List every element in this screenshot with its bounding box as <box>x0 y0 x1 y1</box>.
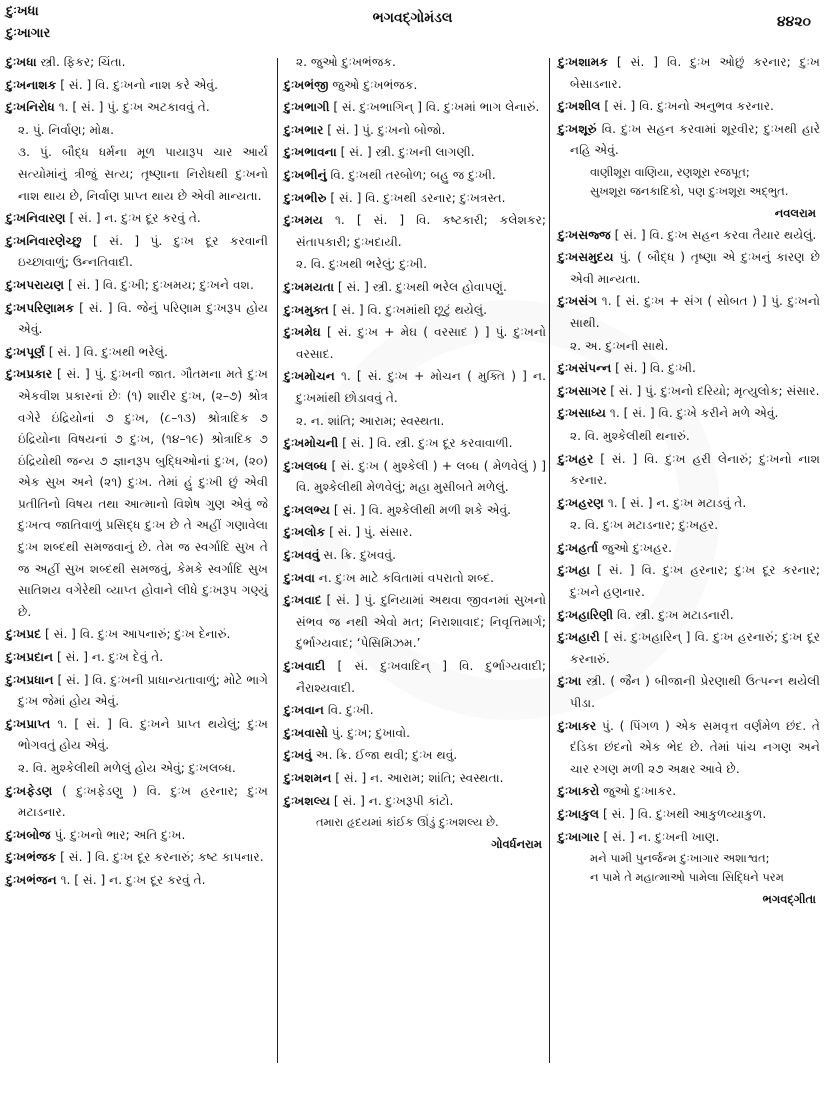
definition: જુઓ દુઃખાકર. <box>603 784 677 799</box>
page-number: ૪૪૨૦ <box>776 14 811 30</box>
headword: દુઃખવા <box>284 570 315 585</box>
quotation <box>558 163 820 201</box>
definition: વિ. દુઃખથી તરબોળ; બહુ જ દુઃખી. <box>330 167 496 182</box>
definition: જુઓ દુઃખભંજક. <box>332 77 418 92</box>
definition: [ સં. ] પું. દુઃખનો બોજો. <box>327 122 446 137</box>
definition: [ સં. ] પું. દુઃખનો દરિયો; મૃત્યુલોક; સંસાર. <box>610 383 820 398</box>
quote-author: ગોવર્ધનરામ <box>491 837 542 852</box>
headword: દુઃખલબ્ધ <box>284 458 328 473</box>
sub-sense: ૨. અ. દુઃખની સાથે. <box>570 338 669 353</box>
headword: દુઃખભીનું <box>284 167 327 182</box>
dictionary-entry <box>558 449 820 492</box>
quote-line: મને પામી પુનર્જન્મ દુઃખાગાર અશાશ્વત; <box>590 851 770 866</box>
definition: ૧. [ સં. દુઃખ + મોચન ( મુક્તિ ) ] ન. દુઃખમાંથી છોડાવવું તે. <box>296 369 546 405</box>
headword: દુઃખાકરો <box>558 784 600 799</box>
guide-word-first: દુઃખધા <box>6 4 39 19</box>
headword: દુઃખપ્રાપ્ત <box>6 716 51 731</box>
headword: દુઃખશમન <box>284 771 332 785</box>
dictionary-entry <box>284 768 546 790</box>
definition: પું. દુઃખનો ભાર; અતિ દુઃખ. <box>54 827 186 842</box>
headword: દુઃખભંજન <box>6 872 57 887</box>
definition: [ સં. ] વિ. દુઃખથી ડરનાર; દુઃખત્રસ્ત. <box>330 190 506 205</box>
headword: દુઃખપ્રધાન <box>6 672 54 687</box>
headword: દુઃખશામક <box>558 55 608 69</box>
headword: દુઃખભીરુ <box>284 190 327 205</box>
headword: દુઃખસાગર <box>558 383 607 398</box>
definition: પું. દુઃખ; દુખાવો. <box>331 725 411 740</box>
quote-line: તમારા હૃદયમાં કાંઈક ઊંડું દુઃખશલ્ય છે. <box>316 815 499 830</box>
headword: દુઃખાકર <box>558 718 597 733</box>
definition: ૧. [ સં. ] વિ. દુઃખને પ્રાપ્ત થયેલું; દુઃખ ભોગવતું હોય એવું. <box>18 716 268 753</box>
headword: દુઃખશલ્ય <box>284 793 331 808</box>
dictionary-entry <box>558 358 820 380</box>
headword: દુઃખપ્રદ <box>6 627 42 642</box>
definition: સ્ત્રી. ( જૈન ) બીજાની પ્રેરણાથી ઉત્પન્ન થયેલી પીડા. <box>570 674 821 711</box>
dictionary-entry <box>6 714 268 757</box>
headword: દુઃખનાશક <box>6 77 57 92</box>
headword: દુઃખમોચન <box>284 369 335 384</box>
dictionary-entry <box>6 298 268 341</box>
dictionary-entry <box>558 403 820 425</box>
headword: દુઃખભંજી <box>284 77 329 92</box>
dictionary-entry <box>6 624 268 646</box>
page-title: ભગવદ્ગોમંડલ <box>372 10 453 26</box>
definition: [ સં. દુઃખ ( મુશ્કેલી ) + લબ્ધ ( મેળવેલું ) ] વિ. મુશ્કેલીથી મેળવેલું; મહા મુસીબતે મળેલું. <box>296 458 546 495</box>
headword: દુઃખમુક્ત <box>284 302 329 317</box>
dictionary-entry <box>284 322 546 365</box>
headword: દુઃખાકુલ <box>558 807 600 821</box>
headword: દુઃખશીલ <box>558 99 601 114</box>
dictionary-entry <box>284 656 546 699</box>
headword: દુઃખવાદ <box>284 593 322 608</box>
definition: [ સં. ] વિ. દુઃખી; દુઃખમય; દુઃખને વશ. <box>68 277 254 292</box>
dictionary-entry <box>558 716 820 781</box>
definition: પું. ( બૌદ્ધ ) તૃષ્ણા એ દુઃખનું કારણ છે એવી માન્યતા. <box>570 250 820 286</box>
dictionary-entry <box>558 291 820 334</box>
definition: [ સં. ] પું. દુઃખની જાત. ગૌતમના મતે દુઃખ એકવીશ પ્રકારનાં છેઃ (૧) શારીર દુઃખ, (૨–૭) શ્રોત્ર વગેરે ઇંદ્રિયોનાં ૭ દુઃખ, (૮–૧૩) શ્રોત્રાદિક ૭ ઇંદ્રિયોના વિષયનાં ૭ દુઃખ, (૧૪–૧૯) શ્રોત્રાદિક ૭ ઇંદ્રિયોથી જન્ય ૭ જ્ઞાનરૂપ બુદ્ધિઓનાં દુઃખ, (૨૦) એક સુખ અને (૨૧) દુઃખ. તેમાં હું દુઃખી છું એવી પ્રતીતિનો વિષય તથા આત્માનો વિશેષ ગુણ એવું જે દુઃખત્વ જાતિવાળું પ્રસિદ્ધ દુઃખ છે તે અહીં ગણાવેલા દુઃખ શબ્દથી સમજવાનું છે. તેમ જ સ્વર્ગાદિ સુખ તે જ અહીં સુખ શબ્દથી સમજવું, કેમકે સ્વર્ગાદિ સુખ સાતિશય વગેરેથી વ્યાપ્ત હોવાને લીધે દુઃખરૂપ ગણ્યું છે. <box>18 367 268 619</box>
dictionary-entry <box>284 120 546 142</box>
sub-sense: ૨. જુઓ દુઃખભંજક. <box>296 55 396 69</box>
headword: દુઃખબોજ <box>6 827 51 842</box>
definition: [ સં. ] વિ. મુશ્કેલીથી મળી શકે એવું. <box>333 502 512 517</box>
definition: [ સં. ] સ્ત્રી. દુઃખથી ભરેલ હોવાપણું. <box>337 279 507 294</box>
dictionary-entry <box>284 366 546 409</box>
definition: [ સં. દુઃખહારિન્ ] વિ. દુઃખ હરનારું; દુઃખ દૂર કરનારું. <box>570 630 820 666</box>
dictionary-entry <box>558 493 820 515</box>
sub-sense: ૨. ન. શાંતિ; આરામ; સ્વસ્થતા. <box>296 413 445 428</box>
dictionary-entry <box>558 804 820 826</box>
dictionary-entry <box>6 75 268 97</box>
dictionary-entry <box>6 52 268 74</box>
definition: ૧. [ સં. ] ન. દુઃખ દૂર કરવું તે. <box>60 872 206 887</box>
dictionary-entry <box>284 97 546 119</box>
dictionary-entry <box>558 381 820 403</box>
headword: દુઃખહર્તા <box>558 540 599 555</box>
definition: [ સં. દુઃખભાગિન્ ] વિ. દુઃખમાં ભાગ લેનારું. <box>333 100 540 115</box>
headword: દુઃખભંજક <box>6 850 57 865</box>
definition: [ સં. ] વિ. દુઃખનો નાશ કરે એવું. <box>60 77 219 92</box>
definition: ૧. [ સં. ] ન. દુઃખ મટાડવું તે. <box>607 495 747 510</box>
definition: [ સં. ] વિ. દુઃખની પ્રાધાન્યતાવાળું; મોટે ભાગે દુઃખ જેમાં હોય એવું. <box>18 672 269 709</box>
dictionary-entry <box>284 791 546 813</box>
headword: દુઃખનિવારણેચ્છુ <box>6 233 82 248</box>
dictionary-entry <box>6 208 268 230</box>
definition: [ સં. ] વિ. દુઃખી. <box>615 361 696 376</box>
dictionary-entry <box>558 538 820 560</box>
quotation <box>284 813 546 832</box>
dictionary-entry <box>284 142 546 164</box>
headword: દુઃખપ્રકાર <box>6 367 53 382</box>
dictionary-entry <box>284 277 546 299</box>
headword: દુઃખહર <box>558 451 594 466</box>
column-2 <box>284 52 546 856</box>
definition: જુઓ દુઃખહર. <box>601 540 673 555</box>
definition: [ સં. ] વિ. દુઃખથી આકુળવ્યાકુળ. <box>603 807 767 821</box>
headword: દુઃખવાસો <box>284 725 328 740</box>
quote-line: ન પામે તે મહાત્માઓ પામેલા સિદ્ધિને પરમ <box>590 870 784 885</box>
dictionary-entry <box>558 119 820 162</box>
quote-author: નવલરામ <box>774 205 816 220</box>
headword: દુઃખહરણ <box>558 495 604 510</box>
dictionary-entry <box>284 700 546 722</box>
definition: [ સં. ] વિ. દુઃખનો અનુભવ કરનાર. <box>604 99 774 114</box>
definition: સ. ક્રિ. દુખવવું. <box>323 548 397 563</box>
headword: દુઃખવું <box>284 748 312 763</box>
column-divider <box>549 58 550 1063</box>
dictionary-entry <box>284 300 546 322</box>
definition: ન. દુઃખ માટે કવિતામાં વપરાતો શબ્દ. <box>318 570 495 585</box>
dictionary-entry <box>284 433 546 455</box>
dictionary-entry <box>558 247 820 290</box>
definition: [ સં. ] વિ. દુઃખ દૂર કરનારું; કષ્ટ કાપનાર. <box>60 850 264 865</box>
dictionary-entry <box>6 825 268 847</box>
definition: [ સં. ] ન. દુઃખ દૂર કરવું તે. <box>69 211 201 226</box>
definition: [ સં. ] વિ. દુઃખ હરનાર; દુઃખ દૂર કરનાર; દુઃખને હણનાર. <box>570 563 820 600</box>
column-divider <box>277 58 278 1063</box>
dictionary-entry <box>6 275 268 297</box>
definition: ૧. [ સં. ] પું. દુઃખ અટકાવવું તે. <box>58 100 210 115</box>
headword: દુઃખા <box>558 674 582 689</box>
headword: દુઃખનિરોધ <box>6 100 55 115</box>
dictionary-entry <box>558 827 820 849</box>
headword: દુઃખવવું <box>284 548 320 563</box>
definition: પું. ( પિંગળ ) એક સમવૃત્ત વર્ણમેળ છંદ. તે દંડિકા છંદનો એક ભેદ છે. તેમાં પાંચ નગણ અને ચાર રગણ મળી ૨૭ અક્ષર આવે છે. <box>570 718 821 776</box>
quote-line: વાણીશૂરા વાણિયા, રણશૂરા રજપૂત; <box>590 164 750 179</box>
definition: [ સં. ] ન. દુઃખની ખાણ. <box>603 829 720 844</box>
dictionary-entry <box>6 847 268 869</box>
definition: [ સં. ] વિ. દુઃખ હરી લેનારું; દુઃખનો નાશ કરનાર. <box>570 451 820 488</box>
headword: દુઃખધા <box>6 55 37 69</box>
headword: દુઃખપ્રદાન <box>6 650 54 665</box>
quotation <box>558 849 820 887</box>
headword: દુઃખાગાર <box>558 829 600 844</box>
headword: દુઃખભાવના <box>284 145 337 160</box>
dictionary-entry <box>284 210 546 253</box>
definition: [ સં. ] ન. દુઃખ દેવું તે. <box>57 650 164 665</box>
dictionary-entry <box>284 568 546 590</box>
headword: દુઃખલોક <box>284 525 326 540</box>
headword: દુઃખસમુદય <box>558 250 614 265</box>
dictionary-entry <box>6 342 268 364</box>
definition: [ સં. ] ન. દુઃખરૂપી કાંટો. <box>333 793 454 808</box>
dictionary-entry <box>558 225 820 247</box>
headword: દુઃખમયતા <box>284 279 334 294</box>
guide-word-last: દુઃખાગાર <box>6 26 51 41</box>
dictionary-entry <box>6 781 268 824</box>
definition: [ સં. ] પું. દુનિયામાં અથવા જીવનમાં સુખનો સંભવ જ નથી એવો મત; નિરાશાવાદ; નિવૃત્તિમાર્ગ; દુર્ભાગ્યવાદ; ‘પેસિમિઝમ.’ <box>296 593 546 651</box>
headword: દુઃખસંપન્ન <box>558 361 612 376</box>
column-1 <box>6 52 268 893</box>
definition: [ સં. ] સ્ત્રી. દુઃખની લાગણી. <box>340 145 475 160</box>
dictionary-entry <box>6 647 268 669</box>
quote-author: ભગવદ્ગીતા <box>762 892 816 907</box>
headword: દુઃખવાન <box>284 703 324 718</box>
headword: દુઃખમેઘ <box>284 325 321 340</box>
headword: દુઃખનિવારણ <box>6 211 66 226</box>
definition: [ સં. ] વિ. દુઃખથી ભરેલું. <box>48 344 168 359</box>
headword: દુઃખપૂર્ણ <box>6 344 45 359</box>
definition: [ સં. ] વિ. સ્ત્રી. દુઃખ દૂર કરવાવાળી. <box>342 436 513 451</box>
sub-sense: ૩. પું. બૌદ્ધ ધર્મના મૂળ પાયારૂપ ચાર આર્ય સત્યોમાંનું ત્રીજું સત્ય; તૃષ્ણાના નિરોધથી દુઃખનો નાશ થાય છે, નિર્વાણ પ્રાપ્ત થાય છે એવી માન્યતા. <box>18 145 268 203</box>
dictionary-entry <box>558 781 820 803</box>
definition: ૧. [ સં. ] વિ. દુઃખે કરીને મળે એવું. <box>609 406 779 421</box>
definition: ૧. [ સં. દુઃખ + સંગ ( સોબત ) ] પું. દુઃખનો સાથી. <box>570 294 821 330</box>
dictionary-entry <box>6 97 268 119</box>
column-3 <box>558 52 820 911</box>
definition: [ સં. દુઃખવાદિન્ ] વિ. દુર્ભાગ્યવાદી; નૈરાશ્યવાદી. <box>296 659 546 695</box>
definition: [ સં. ] વિ. દુઃખમાંથી છૂટું થયેલું. <box>332 302 487 317</box>
definition: વિ. દુઃખ સહન કરવામાં શૂરવીર; દુઃખથી હારે નહિ એવું. <box>570 121 820 158</box>
dictionary-entry <box>284 723 546 745</box>
quote-line: સુખશૂરા જનકાદિકો, પણ દુઃખશૂરા અદ્ભુત. <box>590 183 789 198</box>
definition: સ્ત્રી. ફિકર; ચિંતા. <box>40 55 126 69</box>
definition: [ સં. ] પું. દુઃખ દૂર કરવાની ઇચ્છાવાળું; ઉન્નતિવાદી. <box>18 233 268 270</box>
dictionary-entry <box>284 590 546 655</box>
dictionary-entry <box>558 605 820 627</box>
definition: અ. ક્રિ. ઈજા થવી; દુઃખ થવું. <box>315 748 458 763</box>
definition: [ સં. ] વિ. દુઃખ સહન કરવા તૈયાર થયેલું. <box>614 227 817 242</box>
sub-sense: ૨. પું. નિર્વાણ; મોક્ષ. <box>18 122 114 137</box>
headword: દુઃખભાર <box>284 122 324 137</box>
headword: દુઃખસજ્જ <box>558 227 611 242</box>
definition: [ સં. ] ન. આરામ; શાંતિ; સ્વસ્થતા. <box>335 771 504 785</box>
dictionary-entry <box>6 670 268 713</box>
headword: દુઃખપરાયણ <box>6 277 65 292</box>
dictionary-entry <box>558 52 820 95</box>
dictionary-entry <box>558 96 820 118</box>
dictionary-entry <box>558 560 820 603</box>
sub-sense: ૨. વિ. દુઃખ મટાડનાર; દુઃખહર. <box>570 518 719 533</box>
headword: દુઃખપરિણામક <box>6 300 75 315</box>
headword: દુઃખમોચની <box>284 436 339 451</box>
dictionary-entry <box>6 231 268 274</box>
headword: દુઃખફેડણ <box>6 783 53 798</box>
definition: ( દુઃખફેડણુ ) વિ. દુઃખ હરનાર; દુઃખ મટાડનાર. <box>18 783 269 820</box>
definition: વિ. સ્ત્રી. દુઃખ મટાડનારી. <box>617 607 734 622</box>
sub-sense: ૨. વિ. મુશ્કેલીથી મળેલું હોય એવું; દુઃખલબ્ધ. <box>18 761 236 775</box>
headword: દુઃખવાદી <box>284 659 326 674</box>
definition: [ સં. ] પું. સંસાર. <box>329 525 413 540</box>
definition: ૧. [ સં. ] વિ. કષ્ટકારી; કલેશકર; સંતાપકારી; દુઃખદાયી. <box>296 213 546 249</box>
sub-sense: ૨. વિ. દુઃખથી ભરેલું; દુઃખી. <box>296 257 427 272</box>
definition: [ સં. ] વિ. જેનું પરિણામ દુઃખરૂપ હોય એવું. <box>18 300 268 337</box>
dictionary-entry <box>284 456 546 499</box>
dictionary-entry <box>6 870 268 892</box>
headword: દુઃખહારિણી <box>558 607 614 622</box>
definition: [ સં. ] વિ. દુઃખ ઓછું કરનાર; દુઃખ બેસાડનાર. <box>570 55 821 91</box>
dictionary-entry <box>558 671 820 714</box>
dictionary-entry <box>284 522 546 544</box>
headword: દુઃખલભ્ય <box>284 502 330 517</box>
definition: વિ. દુઃખી. <box>327 703 374 718</box>
headword: દુઃખશૂરું <box>558 121 597 136</box>
headword: દુઃખમય <box>284 213 323 228</box>
dictionary-entry <box>558 627 820 670</box>
headword: દુઃખસાધ્ય <box>558 406 606 421</box>
dictionary-entry <box>284 545 546 567</box>
headword: દુઃખહા <box>558 563 590 578</box>
definition: [ સં. દુઃખ + મેઘ ( વરસાદ ) ] પું. દુઃખનો વરસાદ. <box>296 325 547 361</box>
dictionary-entry <box>284 745 546 767</box>
dictionary-entry <box>284 75 546 97</box>
dictionary-entry <box>6 364 268 623</box>
headword: દુઃખભાગી <box>284 100 330 115</box>
sub-sense: ૨. વિ. મુશ્કેલીથી થનારું. <box>570 428 690 443</box>
dictionary-entry <box>284 188 546 210</box>
definition: [ સં. ] વિ. દુઃખ આપનારું; દુઃખ દેનારું. <box>44 627 231 642</box>
headword: દુઃખહારી <box>558 630 600 645</box>
dictionary-entry <box>284 500 546 522</box>
dictionary-entry <box>284 165 546 187</box>
headword: દુઃખસંગ <box>558 294 598 309</box>
